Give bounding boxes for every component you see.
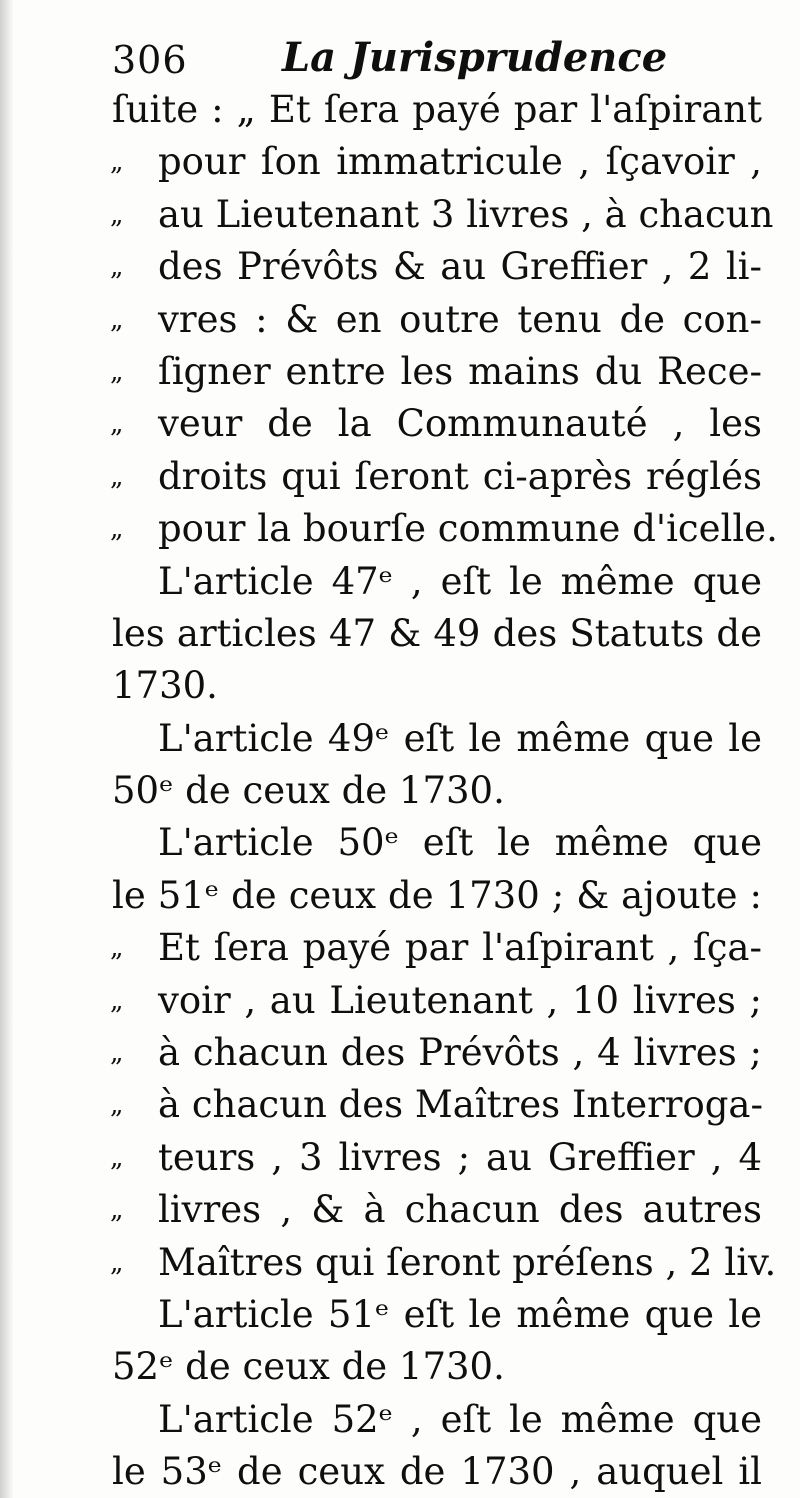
- line-text: 52ᵉ de ceux de 1730.: [112, 1345, 505, 1389]
- text-line: [112, 1341, 762, 1393]
- text-line: [112, 451, 762, 503]
- quote-mark: „: [110, 1142, 124, 1173]
- line-text: L'article 52ᵉ , eſt le même que: [158, 1397, 762, 1441]
- line-text: L'article 49ᵉ eſt le même que le: [158, 716, 762, 760]
- text-line: [112, 1027, 762, 1079]
- body-text: [110, 84, 778, 1498]
- line-text: pour ſon immatricule , ſçavoir ,: [158, 140, 762, 184]
- page-header: [112, 28, 792, 92]
- text-line: [112, 556, 762, 608]
- quote-mark: „: [110, 933, 124, 964]
- line-text: voir , au Lieutenant , 10 livres ;: [158, 978, 762, 1022]
- line-text: les articles 47 & 49 des Statuts de: [112, 611, 762, 655]
- line-text: 50ᵉ de ceux de 1730.: [112, 769, 505, 813]
- line-text: ſigner entre les mains du Rece-: [158, 349, 762, 393]
- text-line: [112, 922, 762, 974]
- line-text: le 51ᵉ de ceux de 1730 ; & ajoute :: [112, 873, 762, 917]
- quote-mark: „: [110, 514, 124, 545]
- line-text: livres , & à chacun des autres: [158, 1188, 762, 1232]
- line-text: au Lieutenant 3 livres , à chacun: [158, 192, 774, 236]
- line-text: teurs , 3 livres ; au Greffier , 4: [158, 1135, 762, 1179]
- line-text: pour la bourſe commune d'icelle.: [158, 507, 778, 551]
- text-line: [112, 975, 762, 1027]
- text-line: [112, 870, 762, 922]
- quote-mark: „: [110, 356, 124, 387]
- line-text: à chacun des Maîtres Interroga-: [158, 1083, 763, 1127]
- page-number: 306: [112, 38, 188, 82]
- text-line: [112, 713, 762, 765]
- line-text: L'article 47ᵉ , eſt le même que: [158, 559, 762, 603]
- quote-mark: „: [110, 1247, 124, 1278]
- line-text: veur de la Communauté , les: [158, 402, 762, 446]
- line-text: L'article 50ᵉ eſt le même que: [158, 821, 762, 865]
- line-text: le 53ᵉ de ceux de 1730 , auquel il: [112, 1450, 762, 1494]
- line-text: à chacun des Prévôts , 4 livres ;: [158, 1031, 762, 1075]
- text-line: [112, 346, 762, 398]
- line-text: ſuite : „ Et ſera payé par l'aſpirant: [112, 88, 762, 131]
- text-line: [112, 136, 762, 188]
- text-line: [110, 503, 778, 555]
- quote-mark: „: [110, 1090, 124, 1121]
- text-line: [112, 1184, 762, 1236]
- text-line: [112, 1132, 762, 1184]
- running-head: La Jurisprudence: [282, 34, 668, 81]
- text-line: [112, 1394, 762, 1446]
- quote-mark: „: [110, 985, 124, 1016]
- line-text: vres : & en outre tenu de con-: [158, 297, 762, 341]
- text-line: [112, 241, 762, 293]
- quote-mark: „: [110, 461, 124, 492]
- text-line: [112, 398, 762, 450]
- quote-mark: „: [110, 409, 124, 440]
- line-text: Et ſera payé par l'aſpirant , ſça-: [158, 926, 762, 970]
- line-text: droits qui ſeront ci-après réglés: [158, 454, 762, 498]
- text-line: [112, 765, 762, 817]
- text-line: [112, 817, 762, 869]
- line-text: des Prévôts & au Greffier , 2 li-: [158, 245, 762, 289]
- text-line: [112, 1289, 762, 1341]
- text-line: [112, 84, 762, 136]
- text-line: [110, 1237, 777, 1289]
- text-line: [112, 1079, 762, 1131]
- quote-mark: „: [110, 147, 124, 178]
- quote-mark: „: [110, 304, 124, 335]
- quote-mark: „: [110, 1038, 124, 1069]
- line-text: L'article 51ᵉ eſt le même que le: [158, 1292, 762, 1336]
- quote-mark: „: [110, 252, 124, 283]
- text-line: [112, 660, 762, 712]
- line-text: Maîtres qui ſeront préſens , 2 liv.: [158, 1240, 777, 1284]
- line-text: 1730.: [112, 664, 218, 708]
- text-line: [112, 294, 762, 346]
- text-line: [112, 608, 762, 660]
- text-line: [110, 189, 774, 241]
- quote-mark: „: [110, 199, 124, 230]
- text-line: [112, 1446, 762, 1498]
- quote-mark: „: [110, 1195, 124, 1226]
